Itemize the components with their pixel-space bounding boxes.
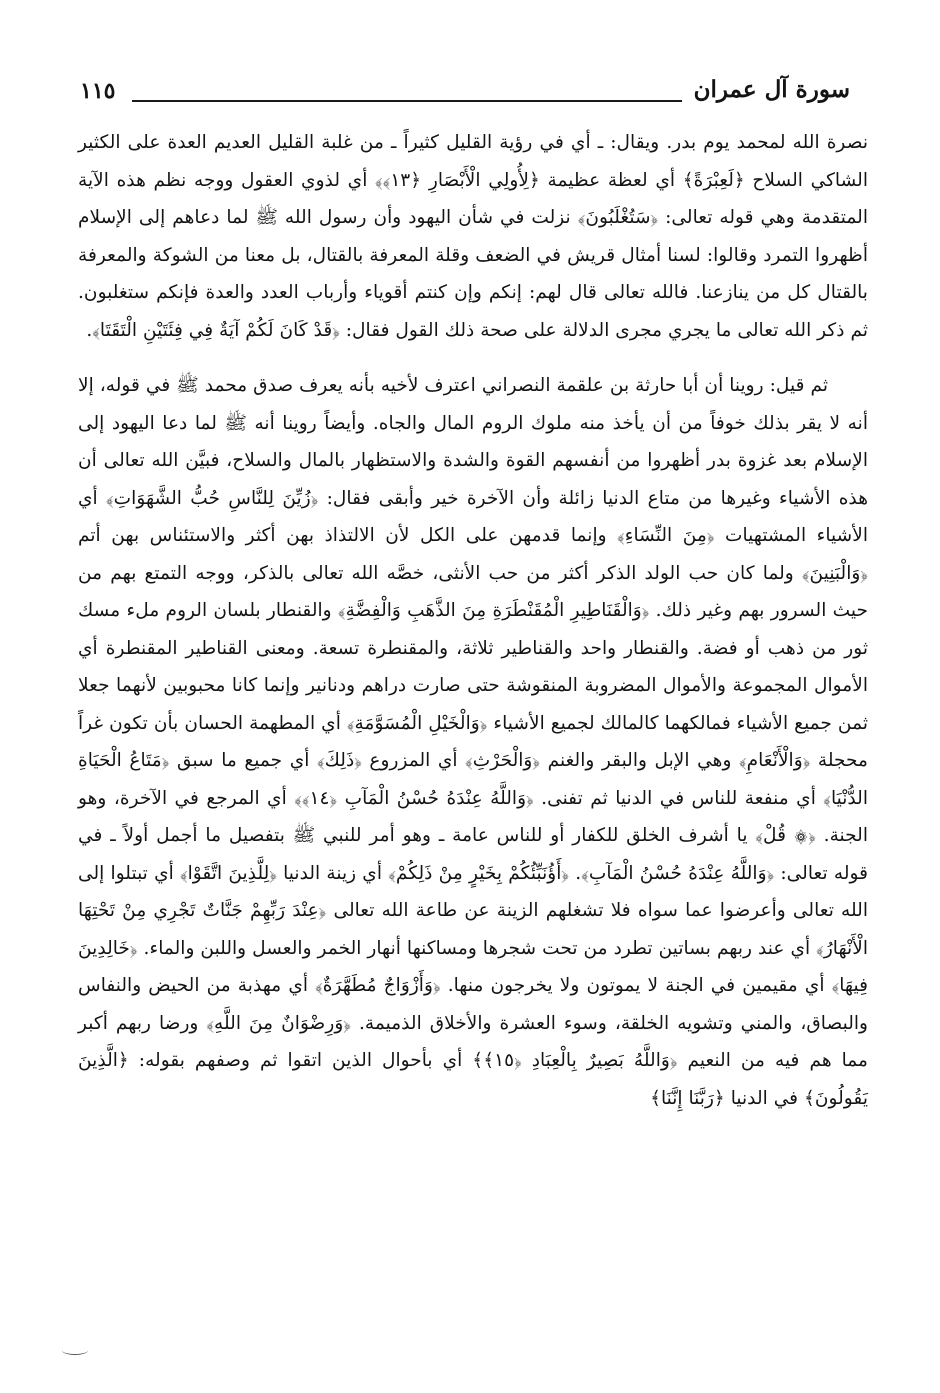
paragraph-1: نصرة الله لمحمد يوم بدر. ويقال: ـ أي في رؤية القليل كثيراً ـ من غلبة القليل العديم العدة على الكثير الشاكي السلاح ﴿لَعِبْرَةً﴾ أي لعظة عظيمة ﴿لِأُولِي الْأَبْصَارِ ﴿١٣﴾﴾ أي لذوي العقول ووجه نظم هذه الآية المتقدمة وهي قوله تعالى: ﴿سَتُغْلَبُونَ﴾ نزلت في شأن اليهود وأن رسول الله ﷺ لما دعاهم إلى الإسلام أظهروا التمرد وقالوا: لسنا أمثال قريش في الضعف وقلة المعرفة بالقتال، بل معنا من الشوكة والمعرفة بالقتال كل من ينازعنا. فالله تعالى قال لهم: إنكم وإن كنتم أقوياء وأرباب العدد والعدة فإنكم ستغلبون. ثم ذكر الله تعالى ما يجري مجرى الدلالة على صحة ذلك القول فقال: ﴿قَدْ كَانَ لَكُمْ آيَةٌ فِي فِئَتَيْنِ الْتَقَتَا﴾. (78, 132, 869, 341)
paragraph-2: ثم قيل: روينا أن أبا حارثة بن علقمة النصراني اعترف لأخيه بأنه يعرف صدق محمد ﷺ في قوله، إلا أنه لا يقر بذلك خوفاً من أن يأخذ منه ملوك الروم المال والجاه. وأيضاً روينا أنه ﷺ لما دعا اليهود إلى الإسلام بعد غزوة بدر أظهروا من أنفسهم القوة والشدة والاستظهار بالمال والسلاح، فبيَّن الله تعالى أن هذه الأشياء وغيرها من متاع الدنيا زائلة وأن الآخرة خير وأبقى فقال: ﴿زُيِّنَ لِلنَّاسِ حُبُّ الشَّهَوَاتِ﴾ أي الأشياء المشتهيات ﴿مِنَ النِّسَاءِ﴾ وإنما قدمهن على الكل لأن الالتذاذ بهن أكثر والاستئناس بهن أتم ﴿وَالْبَنِينَ﴾ ولما كان حب الولد الذكر أكثر من حب الأنثى، خصَّه الله تعالى بالذكر، ووجه التمتع بهم من حيث السرور بهم وغير ذلك. ﴿وَالْقَنَاطِيرِ الْمُقَنْطَرَةِ مِنَ الذَّهَبِ وَالْفِضَّةِ﴾ والقنطار بلسان الروم ملء مسك ثور من ذهب أو فضة. والقنطار واحد والقناطير ثلاثة، والمقنطرة تسعة. ومعنى القناطير المقنطرة أي الأموال المجموعة والأموال المضروبة المنقوشة حتى صارت دراهم ودنانير وإنما كانا محبوبين لأنهما جعلا ثمن جميع الأشياء فمالكهما كالمالك لجميع الأشياء ﴿وَالْخَيْلِ الْمُسَوَّمَةِ﴾ أي المطهمة الحسان بأن تكون غراً محجلة ﴿وَالْأَنْعَامِ﴾ وهي الإبل والبقر والغنم ﴿وَالْحَرْثِ﴾ أي المزروع ﴿ذَلِكَ﴾ أي جميع ما سبق ﴿مَتَاعُ الْحَيَاةِ الدُّنْيَا﴾ أي منفعة للناس في الدنيا ثم تفنى. ﴿وَاللَّهُ عِنْدَهُ حُسْنُ الْمَآبِ ﴿١٤﴾﴾ أي المرجع في الآخرة، وهو الجنة. ﴿۞ قُلْ﴾ يا أشرف الخلق للكفار أو للناس عامة ـ وهو أمر للنبي ﷺ بتفصيل ما أجمل أولاً ـ في قوله تعالى: ﴿وَاللَّهُ عِنْدَهُ حُسْنُ الْمَآبِ﴾. ﴿أَؤُنَبِّئُكُمْ بِخَيْرٍ مِنْ ذَلِكُمْ﴾ أي زينة الدنيا ﴿لِلَّذِينَ اتَّقَوْا﴾ أي تبتلوا إلى الله تعالى وأعرضوا عما سواه فلا تشغلهم الزينة عن طاعة الله تعالى ﴿عِنْدَ رَبِّهِمْ جَنَّاتٌ تَجْرِي مِنْ تَحْتِهَا الْأَنْهَارُ﴾ أي عند ربهم بساتين تطرد من تحت شجرها ومساكنها أنهار الخمر والعسل واللبن والماء. ﴿خَالِدِينَ فِيهَا﴾ أي مقيمين في الجنة لا يموتون ولا يخرجون منها. ﴿وَأَزْوَاجٌ مُطَهَّرَةٌ﴾ أي مهذبة من الحيض والنفاس والبصاق، والمني وتشويه الخلقة، وسوء العشرة والأخلاق الذميمة. ﴿وَرِضْوَانٌ مِنَ اللَّهِ﴾ ورضا ربهم أكبر مما هم فيه من النعيم ﴿وَاللَّهُ بَصِيرٌ بِالْعِبَادِ ﴿١٥﴾﴾ أي بأحوال الذين اتقوا ثم وصفهم بقوله: ﴿الَّذِينَ يَقُولُونَ﴾ في الدنيا ﴿رَبَّنَا إِنَّنَا﴾ (78, 375, 868, 1109)
commentary-text (78, 124, 868, 1117)
header-rule (132, 100, 682, 102)
page-header (80, 70, 850, 114)
page-number: ١١٥ (80, 78, 116, 104)
surah-title: سورة آل عمران (693, 76, 850, 103)
margin-mark (62, 1346, 88, 1355)
